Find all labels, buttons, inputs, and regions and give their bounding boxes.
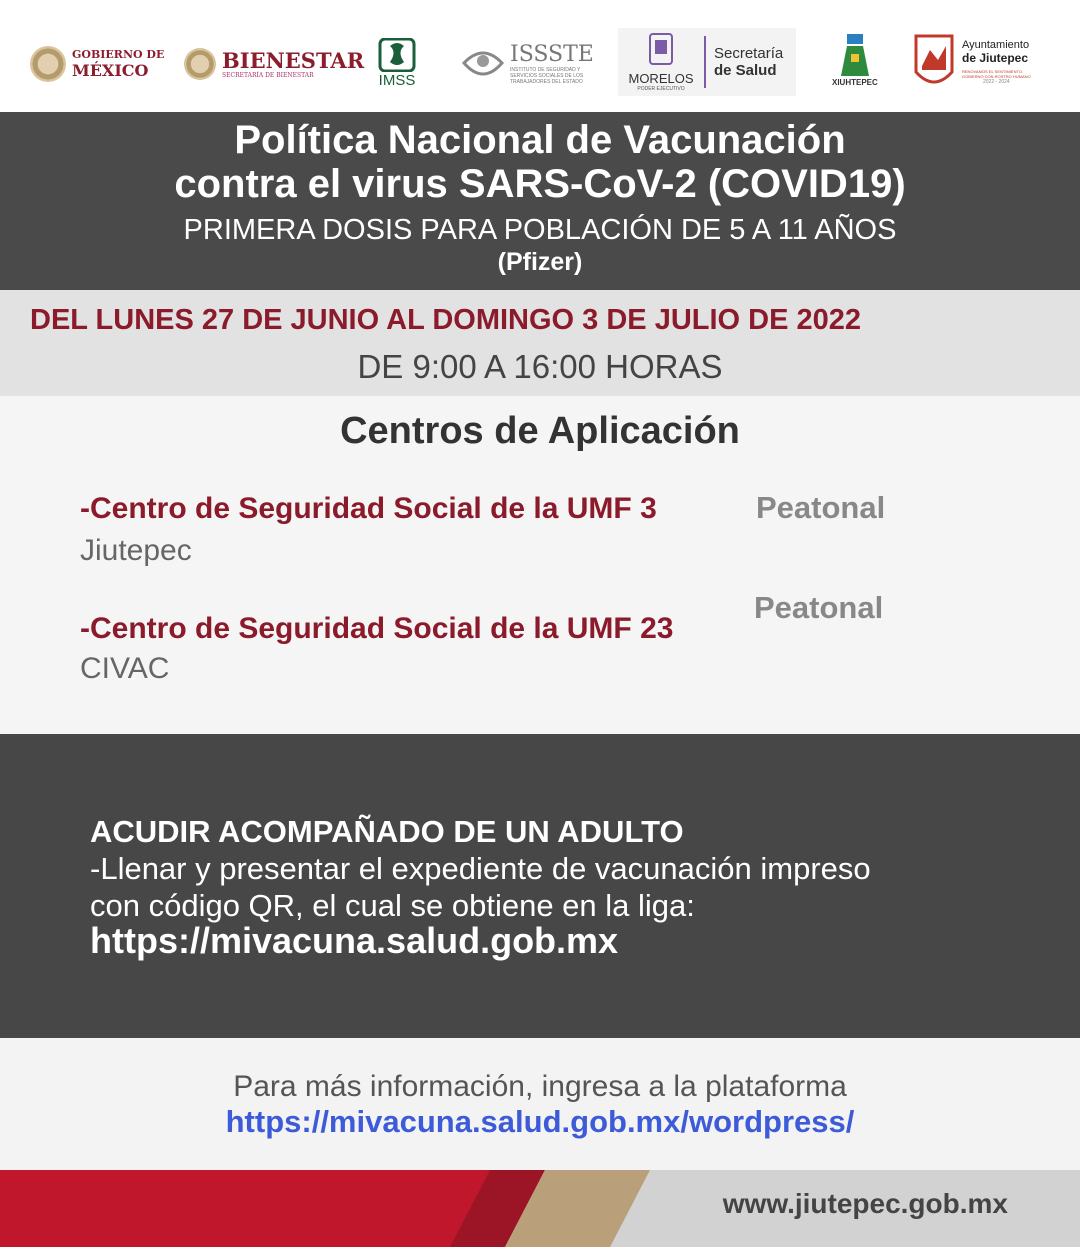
more-info-section [0,1038,1080,1170]
title-line1: Política Nacional de Vacunación [234,118,846,162]
morelos-emblem-icon [648,32,674,66]
center-location: Jiutepec [80,534,192,567]
gobierno-line2: MÉXICO [72,61,149,80]
bienestar-name: BIENESTAR [222,47,365,73]
issste-emblem-icon [460,43,506,85]
bienestar-sub: SECRETARÍA DE BIENESTAR [222,71,314,79]
schedule-band [0,290,1080,396]
requirements-band [0,734,1080,1038]
eagle-seal-icon [184,48,216,80]
eagle-seal-icon [30,46,66,82]
issste-logo [460,42,594,85]
footer [0,1170,1080,1247]
issste-sub: INSTITUTO DE SEGURIDAD Y SERVICIOS SOCIALES DE LOS TRABAJADORES DEL ESTADO [510,67,584,85]
page-title [0,118,1080,206]
title-band [0,112,1080,290]
logo-bar [0,0,1080,112]
center-location: CIVAC [80,652,170,685]
xiuhtepec-name: XIUHTEPEC [832,78,878,87]
subtitle: PRIMERA DOSIS PARA POBLACIÓN DE 5 A 11 AÑOS [183,214,897,246]
morelos-name: MORELOS [628,71,694,86]
hours: DE 9:00 A 16:00 HORAS [357,348,723,385]
requirements-heading: ACUDIR ACOMPAÑADO DE UN ADULTO [90,814,684,849]
mivacuna-link[interactable]: https://mivacuna.salud.gob.mx [90,920,619,961]
center-name: -Centro de Seguridad Social de la UMF 3 [80,492,657,525]
secretaria-line2: de Salud [714,62,777,79]
platform-link[interactable]: https://mivacuna.salud.gob.mx/wordpress/ [225,1104,855,1139]
center-access-mode: Peatonal [756,490,886,525]
bienestar-logo [184,48,364,80]
secretaria-line1: Secretaría [714,45,784,62]
requirements-line2: con código QR, el cual se obtiene en la liga: [90,888,695,923]
ayuntamiento-years: 2022 - 2024 [982,79,1010,85]
imss-emblem-icon [378,38,416,72]
imss-logo [378,38,416,89]
center-access-mode: Peatonal [754,590,884,625]
ayuntamiento-slogan2: GOBIERNO CON ROSTRO HUMANO [962,74,1031,79]
title-line2: contra el virus SARS-CoV-2 (COVID19) [174,162,906,206]
imss-name: IMSS [378,72,416,89]
gobierno-mexico-logo [30,46,164,82]
ayuntamiento-line1: Ayuntamiento [962,39,1030,51]
footer-website[interactable]: www.jiutepec.gob.mx [722,1188,1008,1219]
ayuntamiento-line2: de Jiutepec [962,51,1029,65]
ayuntamiento-jiutepec-logo [912,30,1031,94]
issste-name: ISSSTE [510,42,594,67]
gobierno-line1: GOBIERNO DE [72,48,165,61]
morelos-sub: PODER EJECUTIVO [637,86,685,92]
vaccine-brand: (Pfizer) [497,248,583,276]
center-name: -Centro de Seguridad Social de la UMF 23 [80,612,674,645]
centers-title: Centros de Aplicación [340,410,740,452]
requirements-line1: -Llenar y presentar el expediente de vacunación impreso [90,851,871,886]
morelos-salud-logo [618,28,796,96]
more-info-text: Para más información, ingresa a la plataforma [233,1070,847,1103]
ayuntamiento-slogan1: RENOVAMOS EL SENTIMIENTO. [962,69,1024,74]
centers-section [0,396,1080,734]
jiutepec-shield-icon [912,30,956,94]
xiuhtepec-logo [832,32,878,87]
date-range: DEL LUNES 27 DE JUNIO AL DOMINGO 3 DE JULIO DE 2022 [30,304,862,336]
xiuhtepec-glyph-icon [837,32,873,78]
logo-divider [704,36,706,88]
